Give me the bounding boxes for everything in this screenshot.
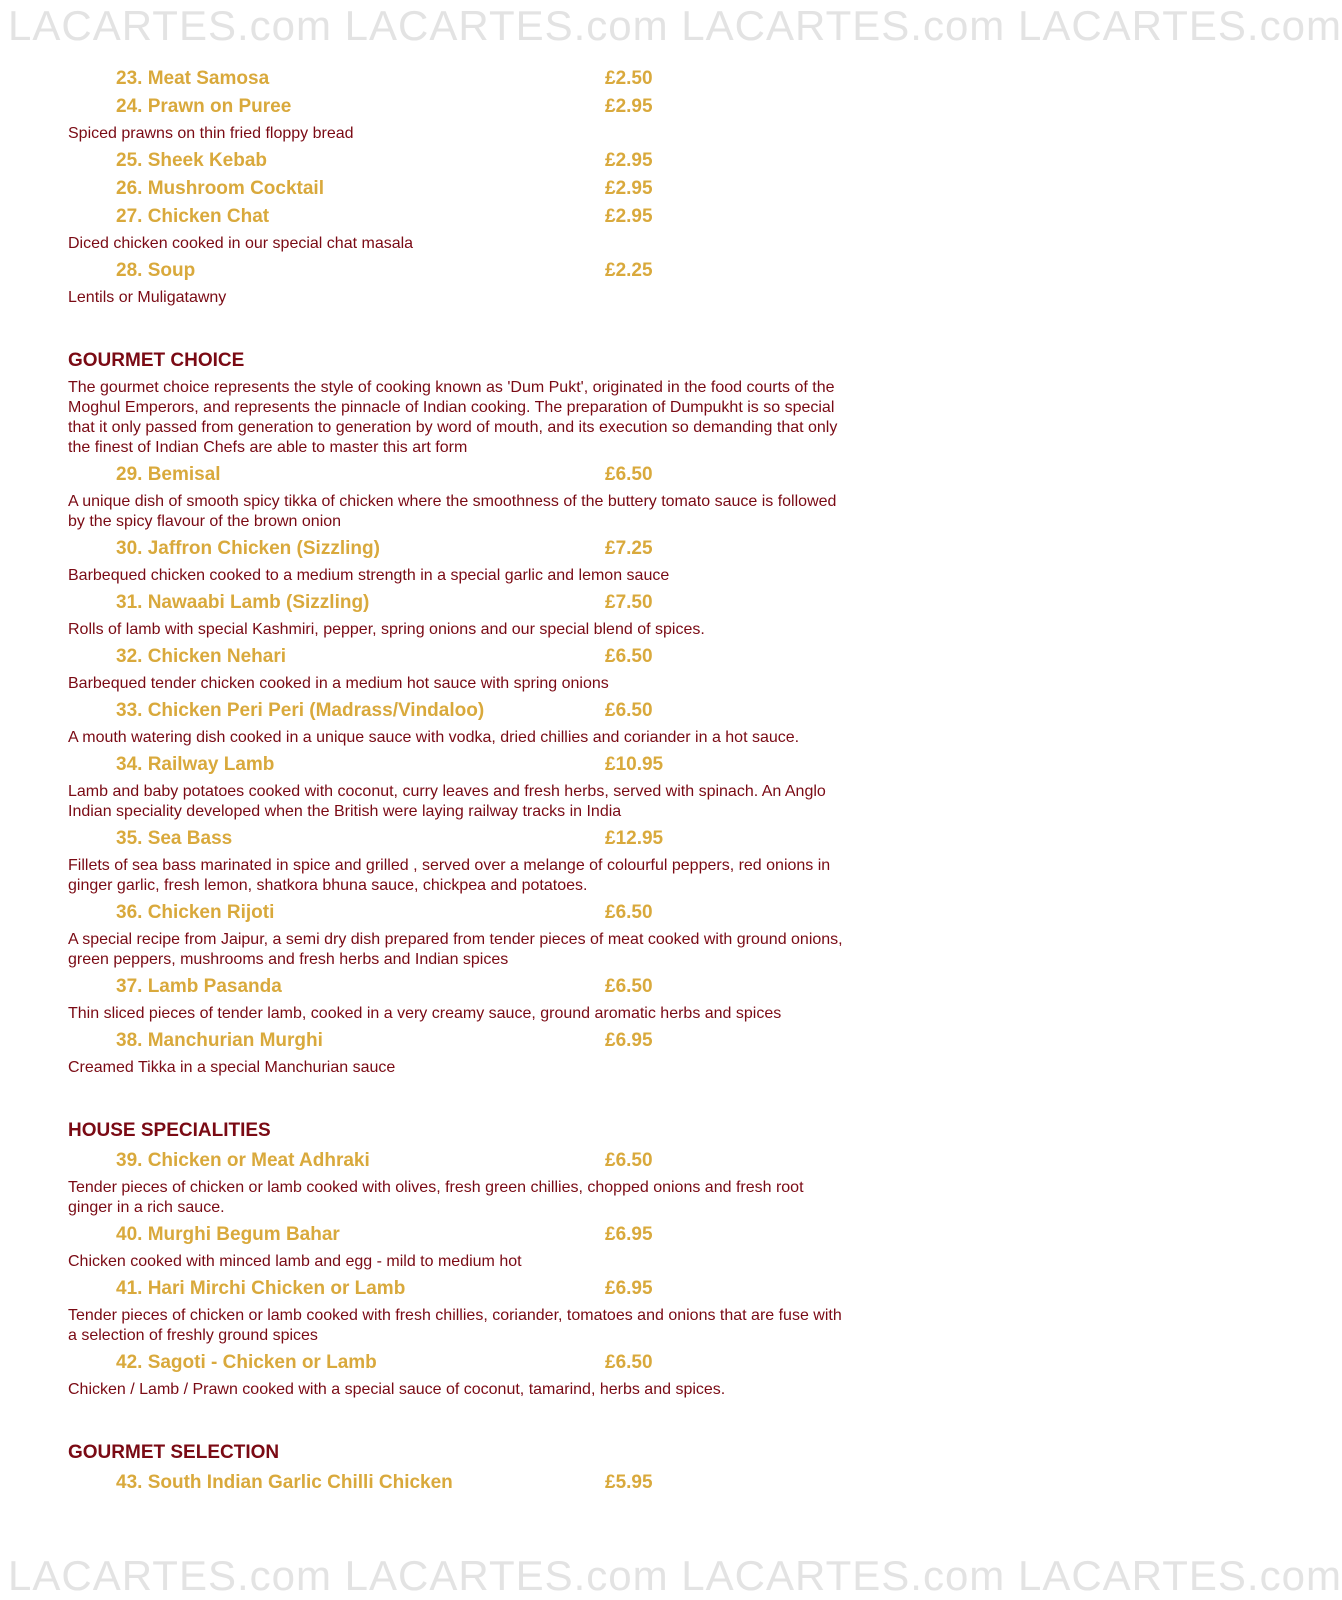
menu-item-description: Spiced prawns on thin fried floppy bread (68, 125, 354, 142)
menu-item (68, 1350, 848, 1378)
menu-item-price: £2.95 (605, 178, 653, 199)
menu-item (68, 752, 848, 780)
menu-item-name: 26. Mushroom Cocktail (116, 178, 324, 199)
menu-item-price: £6.95 (605, 1224, 653, 1245)
menu-item (68, 66, 848, 94)
menu-item (68, 1222, 848, 1250)
menu-item (68, 1028, 848, 1056)
menu-item (68, 536, 848, 564)
menu-item-description: A special recipe from Jaipur, a semi dry dish prepared from tender pieces of meat cooked with ground onions, green peppers, mushrooms and fresh herbs and Indian spices (68, 931, 843, 968)
menu-item-description: A mouth watering dish cooked in a unique sauce with vodka, dried chillies and coriander in a hot sauce. (68, 729, 800, 746)
menu-item (68, 148, 848, 176)
menu-item-name: 24. Prawn on Puree (116, 96, 292, 117)
menu-item (68, 698, 848, 726)
menu-item (68, 974, 848, 1002)
menu-item-price: £2.95 (605, 96, 653, 117)
menu-item-description: A unique dish of smooth spicy tikka of chicken where the smoothness of the buttery tomato sauce is followed by the spicy flavour of the brown onion (68, 493, 837, 530)
menu-item-name: 30. Jaffron Chicken (Sizzling) (116, 538, 380, 559)
menu-item (68, 900, 848, 928)
menu-item-price: £6.50 (605, 700, 653, 721)
menu-item (68, 94, 848, 122)
menu-item-name: 41. Hari Mirchi Chicken or Lamb (116, 1278, 406, 1299)
menu-item-name: 29. Bemisal (116, 464, 221, 485)
menu-item-price: £6.95 (605, 1278, 653, 1299)
menu-item (68, 644, 848, 672)
menu-item-name: 43. South Indian Garlic Chilli Chicken (116, 1472, 453, 1493)
menu-item-description: Tender pieces of chicken or lamb cooked with fresh chillies, coriander, tomatoes and onions that are fuse with a selection of freshly ground spices (68, 1307, 842, 1344)
menu-item-price: £2.50 (605, 68, 653, 89)
menu-item-name: 33. Chicken Peri Peri (Madrass/Vindaloo) (116, 700, 485, 721)
menu-item-description: Lentils or Muligatawny (68, 289, 227, 306)
menu-item-price: £10.95 (605, 754, 664, 775)
menu-item-description: Creamed Tikka in a special Manchurian sauce (68, 1059, 396, 1076)
menu-item-price: £7.25 (605, 538, 653, 559)
menu-item-description: Barbequed tender chicken cooked in a medium hot sauce with spring onions (68, 675, 609, 692)
menu-item-price: £2.25 (605, 260, 653, 281)
menu-item (68, 1276, 848, 1304)
section-intro: The gourmet choice represents the style of cooking known as 'Dum Pukt', originated in the food courts of the Moghul Emperors, and represents the pinnacle of Indian cooking. The preparation of Dumpukht is so special that it only passed from generation to generation by word of mouth, and its execution so demanding that only the finest of Indian Chefs are able to master this art form (68, 379, 838, 456)
menu-item-price: £6.50 (605, 464, 653, 485)
watermark-bottom: LACARTES.com LACARTES.com LACARTES.com LACARTES.com (8, 1552, 1342, 1599)
menu-item-price: £6.50 (605, 976, 653, 997)
menu-item-price: £7.50 (605, 592, 653, 613)
menu-item-name: 23. Meat Samosa (116, 68, 270, 89)
menu-item-name: 34. Railway Lamb (116, 754, 275, 775)
menu-item-price: £5.95 (605, 1472, 653, 1493)
menu-item-name: 42. Sagoti - Chicken or Lamb (116, 1352, 377, 1373)
menu-item-name: 39. Chicken or Meat Adhraki (116, 1150, 370, 1171)
menu-item-name: 28. Soup (116, 260, 196, 281)
menu-item (68, 826, 848, 854)
menu-item-price: £6.50 (605, 1150, 653, 1171)
menu-item-name: 37. Lamb Pasanda (116, 976, 282, 997)
watermark-top: LACARTES.com LACARTES.com LACARTES.com LACARTES.com (8, 2, 1342, 49)
section-heading: GOURMET SELECTION (68, 1442, 280, 1463)
menu-item-name: 36. Chicken Rijoti (116, 902, 275, 923)
menu-item-name: 25. Sheek Kebab (116, 150, 268, 171)
menu-item-description: Chicken cooked with minced lamb and egg - mild to medium hot (68, 1253, 522, 1270)
menu-item-name: 35. Sea Bass (116, 828, 233, 849)
menu-item-price: £6.95 (605, 1030, 653, 1051)
menu-item-description: Barbequed chicken cooked to a medium strength in a special garlic and lemon sauce (68, 567, 670, 584)
menu-item-price: £6.50 (605, 1352, 653, 1373)
menu-item-price: £6.50 (605, 646, 653, 667)
menu-item (68, 1470, 848, 1498)
menu-item-description: Lamb and baby potatoes cooked with coconut, curry leaves and fresh herbs, served with spinach. An Anglo Indian speciality developed when the British were laying railway tracks in India (68, 783, 826, 820)
menu-item-description: Rolls of lamb with special Kashmiri, pepper, spring onions and our special blend of spices. (68, 621, 705, 638)
menu-item-description: Fillets of sea bass marinated in spice and grilled , served over a melange of colourful peppers, red onions in ginger garlic, fresh lemon, shatkora bhuna sauce, chickpea and potatoes. (68, 857, 831, 894)
menu-item-description: Chicken / Lamb / Prawn cooked with a special sauce of coconut, tamarind, herbs and spices. (68, 1381, 726, 1398)
section-heading: HOUSE SPECIALITIES (68, 1120, 271, 1141)
menu-item-description: Tender pieces of chicken or lamb cooked with olives, fresh green chillies, chopped onions and fresh root ginger in a rich sauce. (68, 1179, 804, 1216)
menu-item-name: 32. Chicken Nehari (116, 646, 287, 667)
menu-item-price: £12.95 (605, 828, 664, 849)
menu-item-name: 38. Manchurian Murghi (116, 1030, 323, 1051)
menu-item-name: 40. Murghi Begum Bahar (116, 1224, 340, 1245)
menu-page (68, 66, 848, 1498)
menu-item (68, 1148, 848, 1176)
menu-item (68, 176, 848, 204)
menu-item-price: £2.95 (605, 206, 653, 227)
section-heading: GOURMET CHOICE (68, 350, 245, 371)
menu-item-name: 31. Nawaabi Lamb (Sizzling) (116, 592, 370, 613)
menu-item-name: 27. Chicken Chat (116, 206, 270, 227)
menu-item (68, 462, 848, 490)
menu-item (68, 258, 848, 286)
menu-item (68, 204, 848, 232)
menu-item-price: £2.95 (605, 150, 653, 171)
menu-item (68, 590, 848, 618)
menu-item-description: Diced chicken cooked in our special chat masala (68, 235, 414, 252)
menu-item-price: £6.50 (605, 902, 653, 923)
menu-item-description: Thin sliced pieces of tender lamb, cooked in a very creamy sauce, ground aromatic herbs and spices (68, 1005, 782, 1022)
